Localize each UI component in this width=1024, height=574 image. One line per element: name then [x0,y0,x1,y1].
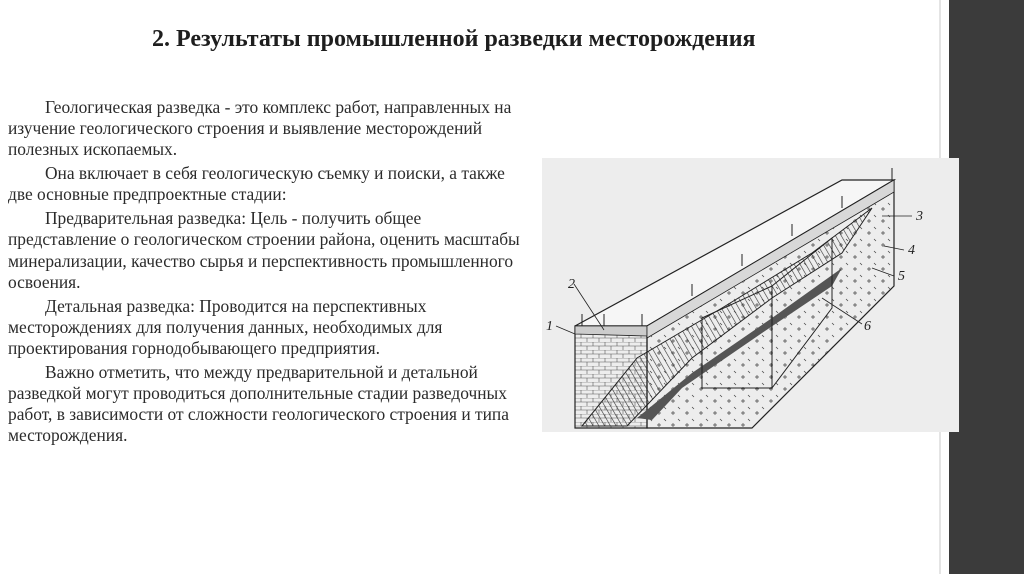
block-diagram-svg [542,158,959,432]
slide-title: 2. Результаты промышленной разведки месторождения [152,26,756,52]
label-6: 6 [864,319,871,334]
label-5: 5 [898,269,905,284]
paragraph-note: Важно отметить, что между предварительной и детальной разведкой могут проводиться дополнительные стадии разведочных работ, в зависимости от сложности геологического строения и типа месторождения. [8,361,509,446]
paragraph-definition: Геологическая разведка - это комплекс работ, направленных на изучение геологического строения и выявление месторождений полезных ископаемых. [8,97,512,160]
soil-layer [575,326,647,336]
label-4: 4 [908,243,915,258]
label-3: 3 [916,209,923,224]
geology-block-diagram [542,158,959,432]
right-sidebar [949,0,1024,574]
paragraph-preliminary: Предварительная разведка: Цель - получить общее представление о геологическом строении района, оценить масштабы минерализации, качество сырья и перспективность промышленного освоения. [8,208,520,292]
paragraph-detailed: Детальная разведка: Проводится на перспективных месторождениях для получения данных, необходимых для проектирования горнодобывающего предприятия. [8,295,443,359]
label-2: 2 [568,277,575,292]
slide-body [8,97,523,449]
paragraph-stages: Она включает в себя геологическую съемку и поиски, а также две основные предпроектные стадии: [8,163,505,205]
label-1: 1 [546,319,553,334]
